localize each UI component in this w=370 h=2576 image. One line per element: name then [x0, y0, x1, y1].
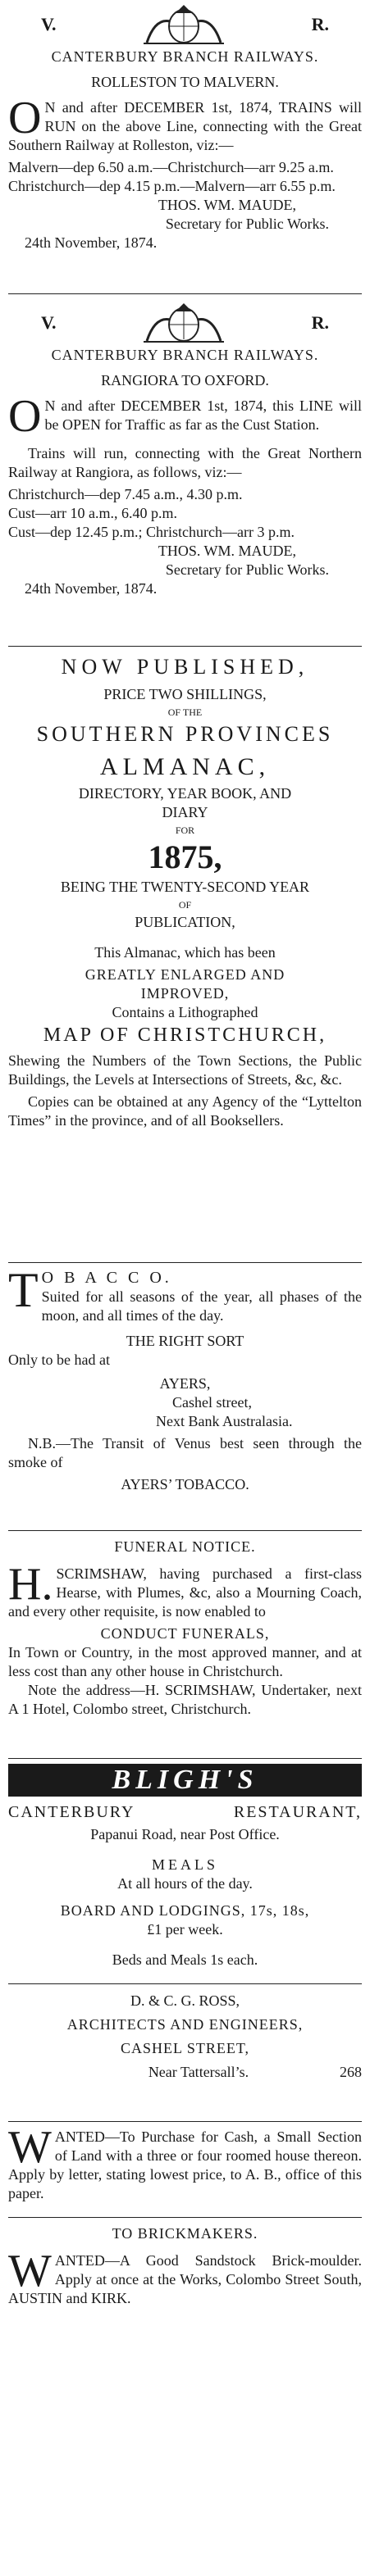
- almanac-title: ALMANAC,: [99, 753, 271, 780]
- divider: [8, 1983, 362, 1984]
- directory-line: DIRECTORY, YEAR BOOK, AND: [78, 785, 292, 802]
- divider: [8, 2121, 362, 2122]
- timetable-line: Malvern—dep 6.50 a.m.—Christchurch—arr 9.25 a.m.: [8, 159, 334, 175]
- address-text: Note the address—H. SCRIMSHAW, Undertaker, next A 1 Hotel, Colombo street, Christchurch.: [8, 1682, 362, 1717]
- timetable-line: Cust—dep 12.45 p.m.; Christchurch—arr 3 p.m.: [8, 524, 295, 540]
- divider: [8, 646, 362, 647]
- crest-letter-r: R.: [311, 311, 329, 333]
- crest-letter-v: V.: [41, 13, 57, 34]
- drop-cap: O: [8, 391, 42, 442]
- canterbury-word: CANTERBURY: [8, 1803, 135, 1821]
- body-text-2: In Town or Country, in the most approved manner, and at less cost than any other house in Christchurch.: [8, 1644, 362, 1679]
- contains-line: Contains a Lithographed: [112, 1004, 258, 1020]
- body-text: Suited for all seasons of the year, all phases of the moon, and all times of the day.: [41, 1288, 362, 1324]
- brickmakers-ad: [8, 2224, 362, 2308]
- almanac-ad: [8, 652, 362, 1130]
- divider: [8, 1530, 362, 1531]
- of-line: OF: [178, 899, 192, 911]
- map-title: MAP OF CHRISTCHURCH,: [43, 1024, 327, 1046]
- greatly-line: GREATLY ENLARGED AND: [85, 966, 285, 983]
- ad-body: [8, 391, 362, 442]
- price-line: £1 per week.: [147, 1921, 223, 1938]
- price-line: PRICE TWO SHILLINGS,: [103, 686, 267, 702]
- divider: [8, 1262, 362, 1263]
- publication-line: PUBLICATION,: [135, 914, 235, 930]
- wanted-land-ad: [8, 2122, 362, 2203]
- signature-title: Secretary for Public Works.: [165, 216, 329, 232]
- drop-cap: W: [8, 2122, 52, 2173]
- road-line: Papanui Road, near Post Office.: [90, 1826, 280, 1842]
- ayers-tobacco: AYERS’ TOBACCO.: [121, 1476, 249, 1492]
- ad-heading: FUNERAL NOTICE.: [114, 1538, 256, 1555]
- ad-heading: O B A C C O.: [41, 1269, 172, 1287]
- timetable-line: Christchurch—dep 4.15 p.m.—Malvern—arr 6.55 p.m.: [8, 178, 336, 194]
- body-text: N and after DECEMBER 1st, 1874, TRAINS will RUN on the above Line, connecting with the Great Southern Railway at Rolleston, viz:—: [8, 99, 362, 153]
- drop-cap: O: [8, 93, 42, 143]
- near-line: Near Tattersall’s.: [148, 2064, 249, 2080]
- copies-text: Copies can be obtained at any Agency of the “Lyttelton Times” in the province, and of all Booksellers.: [8, 1093, 362, 1129]
- divider: [8, 2217, 362, 2218]
- right-sort: THE RIGHT SORT: [126, 1333, 244, 1349]
- funeral-ad: [8, 1538, 362, 1719]
- coat-of-arms-icon: [139, 300, 229, 344]
- crest-letter-v: V.: [41, 311, 57, 333]
- hours-line: At all hours of the day.: [117, 1875, 253, 1892]
- address-line: Next Bank Australasia.: [156, 1413, 293, 1429]
- signature-name: THOS. WM. MAUDE,: [158, 543, 296, 559]
- ad-body: [8, 2122, 362, 2203]
- ad-number: 268: [340, 2064, 362, 2080]
- drop-cap: H.: [8, 1559, 53, 1610]
- meals-line: MEALS: [151, 1856, 218, 1873]
- almanac-which: This Almanac, which has been: [94, 944, 276, 961]
- firm-name: D. & C. G. ROSS,: [130, 1992, 240, 2009]
- ross-ad: [8, 1992, 362, 2082]
- tobacco-ad: [8, 1263, 362, 1494]
- timetable-line: Cust—arr 10 a.m., 6.40 p.m.: [8, 505, 177, 521]
- body-text: N and after DECEMBER 1st, 1874, this LINE will be OPEN for Traffic as far as the Cust Station.: [44, 398, 362, 433]
- year-line: 1875,: [148, 838, 222, 875]
- southern-provinces: SOUTHERN PROVINCES: [36, 722, 334, 746]
- divider: [8, 1758, 362, 1759]
- timetable-line: Christchurch—dep 7.45 a.m., 4.30 p.m.: [8, 486, 243, 502]
- divider: [8, 293, 362, 294]
- board-line: BOARD AND LODGINGS, 17s, 18s,: [60, 1902, 310, 1919]
- blighs-banner: BLIGH'S: [8, 1764, 362, 1797]
- improved-line: IMPROVED,: [140, 985, 230, 1002]
- body-text: SCRIMSHAW, having purchased a first-class Hearse, with Plumes, &c, also a Mourning Coach, and every other requisite, is now enabled to: [8, 1565, 362, 1620]
- now-published: NOW PUBLISHED,: [61, 655, 309, 679]
- ayers-name: AYERS,: [159, 1375, 211, 1392]
- firm-title: ARCHITECTS AND ENGINEERS,: [66, 2016, 304, 2033]
- drop-cap: T: [8, 1263, 39, 1317]
- railway-ad-rangiora: [8, 298, 362, 598]
- drop-cap: W: [8, 2246, 52, 2297]
- railway-ad-rolleston: [8, 0, 362, 252]
- ad-body: [8, 1559, 362, 1621]
- street-line: CASHEL STREET,: [121, 2040, 249, 2056]
- shewing-text: Shewing the Numbers of the Town Sections, the Public Buildings, the Levels at Intersections of Streets, &c, &c.: [8, 1052, 362, 1088]
- near-row: [8, 2063, 362, 2082]
- restaurant-word: RESTAURANT,: [233, 1803, 362, 1821]
- signature-name: THOS. WM. MAUDE,: [158, 197, 296, 213]
- ad-heading: CANTERBURY BRANCH RAILWAYS.: [51, 48, 319, 65]
- ad-body: [8, 1263, 362, 1325]
- diary-line: DIARY: [162, 804, 208, 820]
- of-the: OF THE: [167, 706, 203, 718]
- conduct-funerals: CONDUCT FUNERALS,: [100, 1625, 270, 1642]
- being-line: BEING THE TWENTY-SECOND YEAR: [60, 879, 310, 895]
- royal-crest: [8, 0, 362, 48]
- ad-date: 24th November, 1874.: [25, 580, 158, 597]
- ad-date: 24th November, 1874.: [25, 234, 158, 251]
- address-line: Cashel street,: [172, 1394, 252, 1411]
- trains-text: Trains will run, connecting with the Great Northern Railway at Rangiora, as follows, viz:—: [8, 445, 362, 480]
- coat-of-arms-icon: [139, 2, 229, 46]
- beds-line: Beds and Meals 1s each.: [112, 1951, 258, 1968]
- signature-title: Secretary for Public Works.: [165, 561, 329, 578]
- route-title: RANGIORA TO OXFORD.: [101, 372, 269, 388]
- nb-text: N.B.—The Transit of Venus best seen through the smoke of: [8, 1435, 362, 1470]
- for-line: FOR: [175, 825, 195, 836]
- body-text: ANTED—To Purchase for Cash, a Small Section of Land with a three or four roomed house thereon. Apply by letter, stating lowest price, to A. B., office of this paper.: [8, 2128, 362, 2201]
- ad-heading: CANTERBURY BRANCH RAILWAYS.: [51, 347, 319, 363]
- ad-body: [8, 2246, 362, 2308]
- ad-body: [8, 93, 362, 155]
- crest-letter-r: R.: [311, 13, 329, 34]
- route-title: ROLLESTON TO MALVERN.: [91, 74, 279, 90]
- blighs-ad: [8, 1764, 362, 1969]
- body-text: ANTED—A Good Sandstock Brick-moulder. Apply at once at the Works, Colombo Street South, AUSTIN and KIRK.: [8, 2252, 362, 2306]
- ad-heading: TO BRICKMAKERS.: [112, 2225, 258, 2242]
- only-line: Only to be had at: [8, 1352, 110, 1368]
- restaurant-line: [8, 1803, 362, 1822]
- royal-crest: [8, 298, 362, 346]
